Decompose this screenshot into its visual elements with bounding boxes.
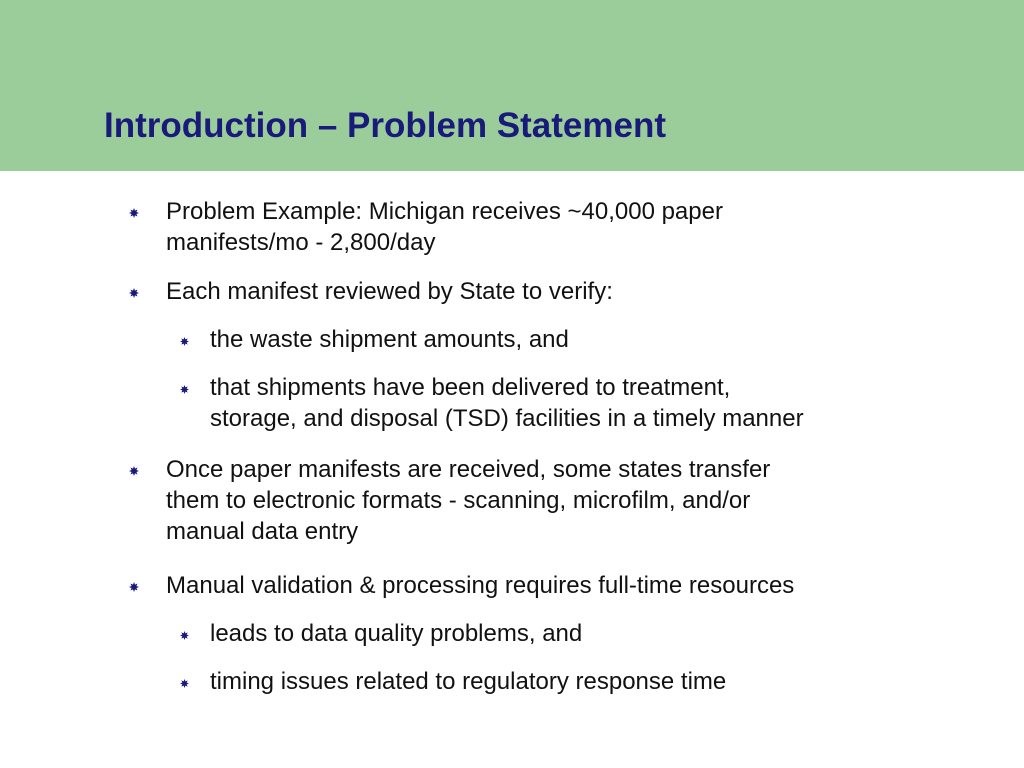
bullet-text-line: timing issues related to regulatory response time <box>210 668 727 695</box>
starburst-bullet-icon <box>180 631 189 640</box>
starburst-bullet-icon <box>129 582 139 592</box>
starburst-bullet-icon <box>180 337 189 346</box>
starburst-bullet-icon <box>129 288 139 298</box>
starburst-bullet-icon <box>129 466 139 476</box>
starburst-bullet-icon <box>180 679 189 688</box>
sub-bullet-item <box>210 618 582 649</box>
bullet-item <box>166 454 770 547</box>
slide-title: Introduction – Problem Statement <box>104 106 666 145</box>
sub-bullet-item <box>210 372 804 434</box>
bullet-text-line: storage, and disposal (TSD) facilities in a timely manner <box>210 405 804 432</box>
bullet-item <box>166 570 794 601</box>
bullet-text-line: leads to data quality problems, and <box>210 620 583 647</box>
bullet-text-line: Manual validation & processing requires full-time resources <box>166 572 795 599</box>
bullet-text-line: Once paper manifests are received, some states transfer <box>166 456 771 483</box>
bullet-text-line: them to electronic formats - scanning, microfilm, and/or <box>166 487 751 514</box>
sub-bullet-item <box>210 666 726 697</box>
bullet-item <box>166 276 613 307</box>
starburst-bullet-icon <box>129 208 139 218</box>
sub-bullet-item <box>210 324 569 355</box>
bullet-text-line: manual data entry <box>166 518 359 545</box>
bullet-text-line: that shipments have been delivered to treatment, <box>210 374 731 401</box>
bullet-text-line: the waste shipment amounts, and <box>210 326 569 353</box>
bullet-text-line: Each manifest reviewed by State to verify: <box>166 278 613 305</box>
bullet-text-line: Problem Example: Michigan receives ~40,000 paper <box>166 198 723 225</box>
bullet-item <box>166 196 723 258</box>
bullet-text-line: manifests/mo - 2,800/day <box>166 229 436 256</box>
starburst-bullet-icon <box>180 385 189 394</box>
